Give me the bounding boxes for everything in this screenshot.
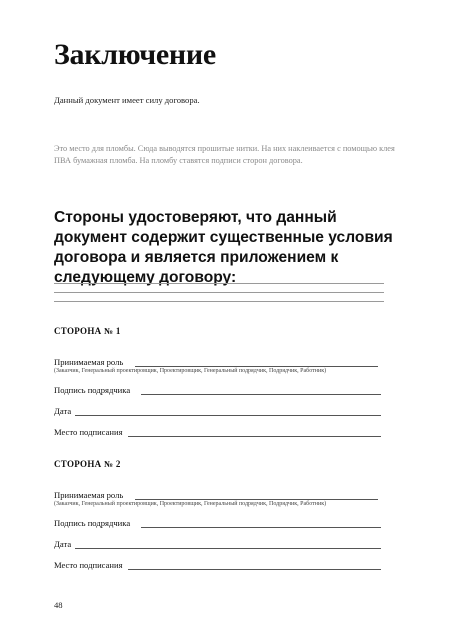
seal-placeholder-text: Это место для пломбы. Сюда выводятся прошитые нитки. На них наклеивается с помощью клея ПВА бумажная пломба. На пломбу ставятся подписи сторон договора.: [54, 144, 395, 165]
party-2-signature-label: Подпись подрядчика: [54, 518, 131, 528]
party-2-date-label: Дата: [54, 539, 72, 549]
party-2-role-hint: (Заказчик, Генеральный проектировщик, Проектировщик, Генеральный подрядчик, Подрядчик, Работник): [54, 501, 327, 507]
party-2-role-field[interactable]: [135, 499, 378, 500]
party-1-signature-label: Подпись подрядчика: [54, 385, 131, 395]
contract-reference-line-3[interactable]: [54, 301, 384, 302]
party-2-signature-field[interactable]: [141, 527, 381, 528]
validity-note: Данный документ имеет силу договора.: [54, 95, 200, 105]
agreement-headline: Стороны удостоверяют, что данный документ содержит существенные условия договора и является приложением к следующему договору:: [54, 209, 393, 286]
party-1-role-label: Принимаемая роль: [54, 357, 124, 367]
party-2-place-label: Место подписания: [54, 560, 123, 570]
party-1-place-label: Место подписания: [54, 427, 123, 437]
page-title: Заключение: [54, 38, 216, 71]
party-1-signature-field[interactable]: [141, 394, 381, 395]
page-number: 48: [54, 600, 63, 610]
party-1-place-field[interactable]: [128, 436, 381, 437]
party-2-title: СТОРОНА № 2: [54, 459, 121, 469]
contract-reference-line-1[interactable]: [54, 283, 384, 284]
party-1-role-field[interactable]: [135, 366, 378, 367]
party-1-date-label: Дата: [54, 406, 72, 416]
party-2-role-label: Принимаемая роль: [54, 490, 124, 500]
party-2-place-field[interactable]: [128, 569, 381, 570]
party-1-date-field[interactable]: [75, 415, 381, 416]
contract-reference-line-2[interactable]: [54, 292, 384, 293]
party-1-title: СТОРОНА № 1: [54, 326, 121, 336]
party-1-role-hint: (Заказчик, Генеральный проектировщик, Проектировщик, Генеральный подрядчик, Подрядчик, Работник): [54, 368, 327, 374]
party-2-date-field[interactable]: [75, 548, 381, 549]
